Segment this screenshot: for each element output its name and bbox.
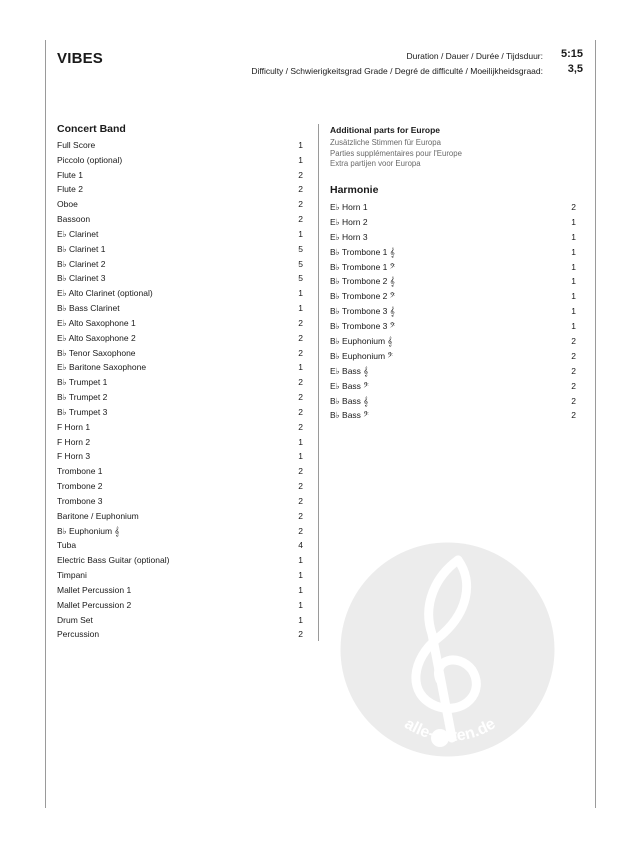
part-row: [57, 509, 303, 524]
part-row: [330, 289, 576, 304]
part-qty: 1: [298, 436, 303, 447]
europe-subtitle-de: Zusätzliche Stimmen für Europa: [330, 138, 441, 147]
part-qty: 4: [298, 540, 303, 551]
part-name: Mallet Percussion 2: [57, 599, 132, 610]
part-name: E♭ Horn 1: [330, 202, 368, 212]
part-name: Oboe: [57, 199, 78, 210]
part-qty: 1: [298, 584, 303, 595]
part-qty: 1: [298, 555, 303, 566]
part-qty: 1: [571, 306, 576, 317]
part-qty: 2: [571, 395, 576, 406]
part-qty: 1: [571, 231, 576, 242]
part-name: Trombone 2: [57, 481, 103, 492]
part-qty: 1: [571, 321, 576, 332]
part-qty: 2: [298, 406, 303, 417]
part-qty: 2: [571, 202, 576, 212]
part-name: E♭ Clarinet: [57, 228, 99, 239]
part-row: [57, 375, 303, 390]
part-qty: 1: [298, 288, 303, 299]
part-name: E♭ Horn 3: [330, 231, 368, 242]
part-qty: 2: [571, 410, 576, 421]
part-row: [57, 464, 303, 479]
part-qty: 2: [298, 392, 303, 403]
part-qty: 1: [298, 614, 303, 625]
part-qty: 1: [571, 276, 576, 287]
part-name: B♭ Trumpet 3: [57, 406, 108, 417]
part-qty: 2: [298, 347, 303, 358]
part-qty: 2: [298, 421, 303, 432]
part-row: [57, 316, 303, 331]
part-name: Full Score: [57, 140, 96, 150]
part-row: [57, 360, 303, 375]
part-row: [57, 271, 303, 286]
part-row: [57, 420, 303, 435]
part-name: Baritone / Euphonium: [57, 510, 139, 521]
part-row: [330, 408, 576, 423]
europe-subtitle-fr: Parties supplémentaires pour l'Europe: [330, 149, 462, 158]
part-name: B♭ Trombone 3 𝄞: [330, 306, 395, 317]
part-name: Mallet Percussion 1: [57, 584, 132, 595]
watermark-logo: [340, 542, 555, 757]
part-row: [57, 613, 303, 628]
concert-band-parts-list: [57, 138, 303, 642]
part-row: [330, 319, 576, 334]
part-row: [57, 390, 303, 405]
part-name: B♭ Trombone 2 𝄢: [330, 291, 396, 302]
part-name: Trombone 1: [57, 466, 103, 477]
part-name: F Horn 3: [57, 451, 91, 462]
difficulty-label: Difficulty / Schwierigkeitsgrad Grade / Degré de difficulté / Moeilijkheidsgraad:: [251, 66, 543, 76]
part-qty: 1: [571, 246, 576, 257]
part-qty: 2: [298, 525, 303, 536]
europe-parts-heading: Additional parts for Europe: [330, 125, 441, 135]
part-qty: 2: [298, 510, 303, 521]
part-row: [330, 334, 576, 349]
part-qty: 5: [298, 243, 303, 254]
duration-value: 5:15: [560, 48, 583, 60]
part-qty: 1: [298, 362, 303, 373]
part-qty: 2: [298, 466, 303, 477]
part-qty: 2: [298, 332, 303, 343]
part-qty: 1: [298, 570, 303, 581]
page-border-left: [45, 40, 46, 808]
part-row: [57, 212, 303, 227]
part-name: E♭ Bass 𝄞: [330, 365, 369, 376]
part-name: Percussion: [57, 629, 100, 640]
part-row: [57, 494, 303, 509]
concert-band-heading: Concert Band: [57, 123, 126, 135]
part-row: [57, 627, 303, 642]
part-qty: 2: [298, 629, 303, 640]
part-name: Timpani: [57, 570, 87, 581]
part-row: [57, 197, 303, 212]
part-qty: 5: [298, 273, 303, 284]
part-row: [57, 153, 303, 168]
part-qty: 1: [298, 154, 303, 165]
part-qty: 2: [571, 336, 576, 347]
part-name: Drum Set: [57, 614, 93, 625]
part-name: F Horn 1: [57, 421, 91, 432]
part-name: B♭ Trumpet 2: [57, 392, 108, 403]
part-row: [330, 364, 576, 379]
part-name: B♭ Trombone 1 𝄞: [330, 246, 395, 257]
part-row: [330, 304, 576, 319]
watermark-text: alle-noten.de: [401, 715, 499, 745]
part-row: [57, 568, 303, 583]
harmonie-parts-list: [330, 200, 576, 423]
part-row: [57, 286, 303, 301]
part-qty: 2: [571, 365, 576, 376]
part-name: Trombone 3: [57, 495, 103, 506]
page-border-right: [595, 40, 596, 808]
part-row: [57, 301, 303, 316]
part-qty: 2: [298, 184, 303, 195]
part-name: B♭ Trumpet 1: [57, 377, 108, 388]
part-qty: 1: [571, 216, 576, 227]
column-divider: [318, 124, 319, 641]
part-row: [57, 435, 303, 450]
part-name: Tuba: [57, 540, 77, 551]
part-name: Flute 2: [57, 184, 83, 195]
harmonie-heading: Harmonie: [330, 184, 379, 196]
part-row: [57, 405, 303, 420]
part-row: [57, 449, 303, 464]
part-row: [57, 553, 303, 568]
part-row: [57, 242, 303, 257]
piece-title: VIBES: [57, 50, 104, 67]
part-name: B♭ Euphonium 𝄢: [330, 350, 393, 361]
part-name: B♭ Trombone 2 𝄞: [330, 276, 395, 287]
difficulty-value: 3,5: [567, 63, 583, 75]
part-qty: 1: [298, 140, 303, 150]
part-qty: 2: [298, 169, 303, 180]
part-qty: 1: [298, 599, 303, 610]
part-qty: 1: [298, 451, 303, 462]
part-name: B♭ Trombone 1 𝄢: [330, 261, 396, 272]
part-name: B♭ Bass 𝄞: [330, 395, 369, 406]
part-row: [330, 260, 576, 275]
part-row: [57, 538, 303, 553]
part-name: Piccolo (optional): [57, 154, 123, 165]
part-qty: 1: [571, 261, 576, 272]
part-row: [330, 200, 576, 215]
part-row: [57, 346, 303, 361]
part-name: Electric Bass Guitar (optional): [57, 555, 170, 566]
part-row: [330, 379, 576, 394]
part-name: E♭ Alto Saxophone 1: [57, 317, 136, 328]
part-row: [57, 524, 303, 539]
europe-subtitle-nl: Extra partijen voor Europa: [330, 159, 421, 168]
part-row: [57, 583, 303, 598]
part-name: E♭ Horn 2: [330, 216, 368, 227]
part-row: [330, 394, 576, 409]
part-name: E♭ Baritone Saxophone: [57, 362, 147, 373]
part-name: Bassoon: [57, 214, 91, 225]
part-name: E♭ Alto Clarinet (optional): [57, 288, 153, 299]
part-name: B♭ Euphonium 𝄞: [57, 525, 120, 536]
part-name: B♭ Clarinet 3: [57, 273, 106, 284]
part-qty: 5: [298, 258, 303, 269]
part-row: [57, 182, 303, 197]
part-name: B♭ Trombone 3 𝄢: [330, 321, 396, 332]
part-name: Flute 1: [57, 169, 83, 180]
part-row: [330, 274, 576, 289]
part-name: B♭ Clarinet 1: [57, 243, 106, 254]
part-name: B♭ Bass 𝄢: [330, 410, 369, 421]
part-row: [57, 168, 303, 183]
part-qty: 2: [298, 495, 303, 506]
part-qty: 2: [298, 317, 303, 328]
part-qty: 2: [298, 199, 303, 210]
part-qty: 2: [571, 350, 576, 361]
part-row: [330, 245, 576, 260]
part-row: [57, 331, 303, 346]
part-row: [57, 479, 303, 494]
part-row: [57, 257, 303, 272]
part-qty: 1: [298, 303, 303, 314]
part-row: [330, 215, 576, 230]
part-qty: 2: [298, 377, 303, 388]
part-qty: 2: [298, 214, 303, 225]
part-qty: 2: [298, 481, 303, 492]
part-qty: 1: [571, 291, 576, 302]
part-qty: 2: [571, 380, 576, 391]
part-name: B♭ Tenor Saxophone: [57, 347, 136, 358]
part-name: F Horn 2: [57, 436, 91, 447]
part-row: [330, 230, 576, 245]
part-qty: 1: [298, 228, 303, 239]
part-row: [57, 598, 303, 613]
part-row: [330, 349, 576, 364]
duration-label: Duration / Dauer / Durée / Tijdsduur:: [406, 51, 543, 61]
part-row: [57, 227, 303, 242]
part-name: B♭ Euphonium 𝄞: [330, 336, 393, 347]
part-name: B♭ Bass Clarinet: [57, 303, 120, 314]
part-name: E♭ Alto Saxophone 2: [57, 332, 136, 343]
part-row: [57, 138, 303, 153]
part-name: B♭ Clarinet 2: [57, 258, 106, 269]
part-name: E♭ Bass 𝄢: [330, 380, 369, 391]
